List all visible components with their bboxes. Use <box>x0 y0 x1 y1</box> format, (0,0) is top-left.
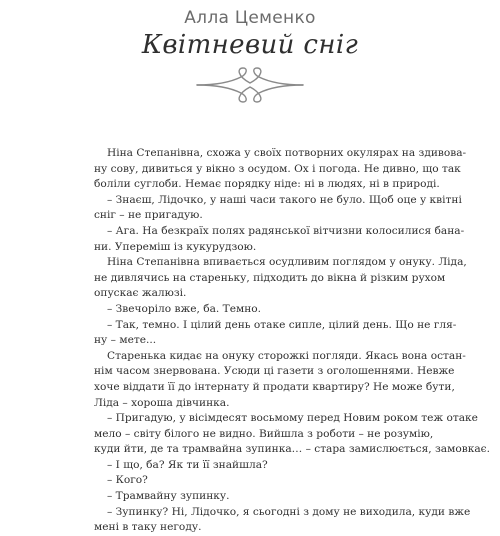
author-name: Алла Цеменко <box>184 8 316 28</box>
text-line: – Зупинку? Ні, Лідочко, я сьогодні з дому не виходила, куди вже <box>107 505 471 518</box>
text-line: Ліда – хороша дівчинка. <box>94 396 230 409</box>
text-line: боліли суглоби. Немає порядку ніде: ні в людях, ні в природі. <box>94 178 440 191</box>
text-line: ну сову, дивиться у вікно з осудом. Ох і погода. Не дивно, що так <box>94 162 461 175</box>
story-title: Квітневий сніг <box>141 30 359 60</box>
text-line: Ніна Степанівна, схожа у своїх потворних окулярах на здивова- <box>107 147 467 159</box>
text-line: нім часом знервована. Усюди ці газети з оголошеннями. Невже <box>94 365 455 378</box>
text-line: – Звечоріло вже, ба. Темно. <box>107 302 262 315</box>
text-line: – Так, темно. І цілий день отаке сипле, цілий день. Що не гля- <box>107 318 457 331</box>
text-line: – Пригадую, у вісімдесят восьмому перед Новим роком теж отаке <box>107 412 478 425</box>
text-line: – Ага. На безкраїх полях радянської вітчизни колосилися бана- <box>107 224 465 237</box>
text-line: – Знаєш, Лідочко, у наші часи такого не було. Щоб оце у квітні <box>107 193 462 206</box>
text-line: – Кого? <box>107 474 148 487</box>
text-line: куди йти, де та трамвайна зупинка… – стара замислюється, замовкає. <box>94 443 490 456</box>
text-line: Ніна Степанівна впивається осудливим поглядом у онуку. Ліда, <box>107 256 467 269</box>
text-line: мені в таку негоду. <box>94 521 202 534</box>
text-line: Старенька кидає на онуку сторожкі погляди. Якась вона остан- <box>107 349 466 362</box>
text-line: опускає жалюзі. <box>94 287 187 300</box>
text-line: сніг – не пригадую. <box>94 209 203 222</box>
text-line: хоче віддати її до інтернату й продати квартиру? Не може бути, <box>94 380 455 393</box>
text-line: ну – мете... <box>94 334 157 347</box>
text-line: – І що, ба? Як ти її знайшла? <box>107 458 268 471</box>
text-line: ни. Упереміш із кукурудзою. <box>94 240 257 253</box>
swirl-ornament-icon <box>195 64 305 106</box>
text-line: не дивлячись на стареньку, підходить до вікна й різким рухом <box>94 271 446 284</box>
text-line: – Трамвайну зупинку. <box>107 490 230 503</box>
story-text <box>94 146 490 536</box>
text-line: мело – світу білого не видно. Вийшла з роботи – не розумію, <box>94 427 434 440</box>
